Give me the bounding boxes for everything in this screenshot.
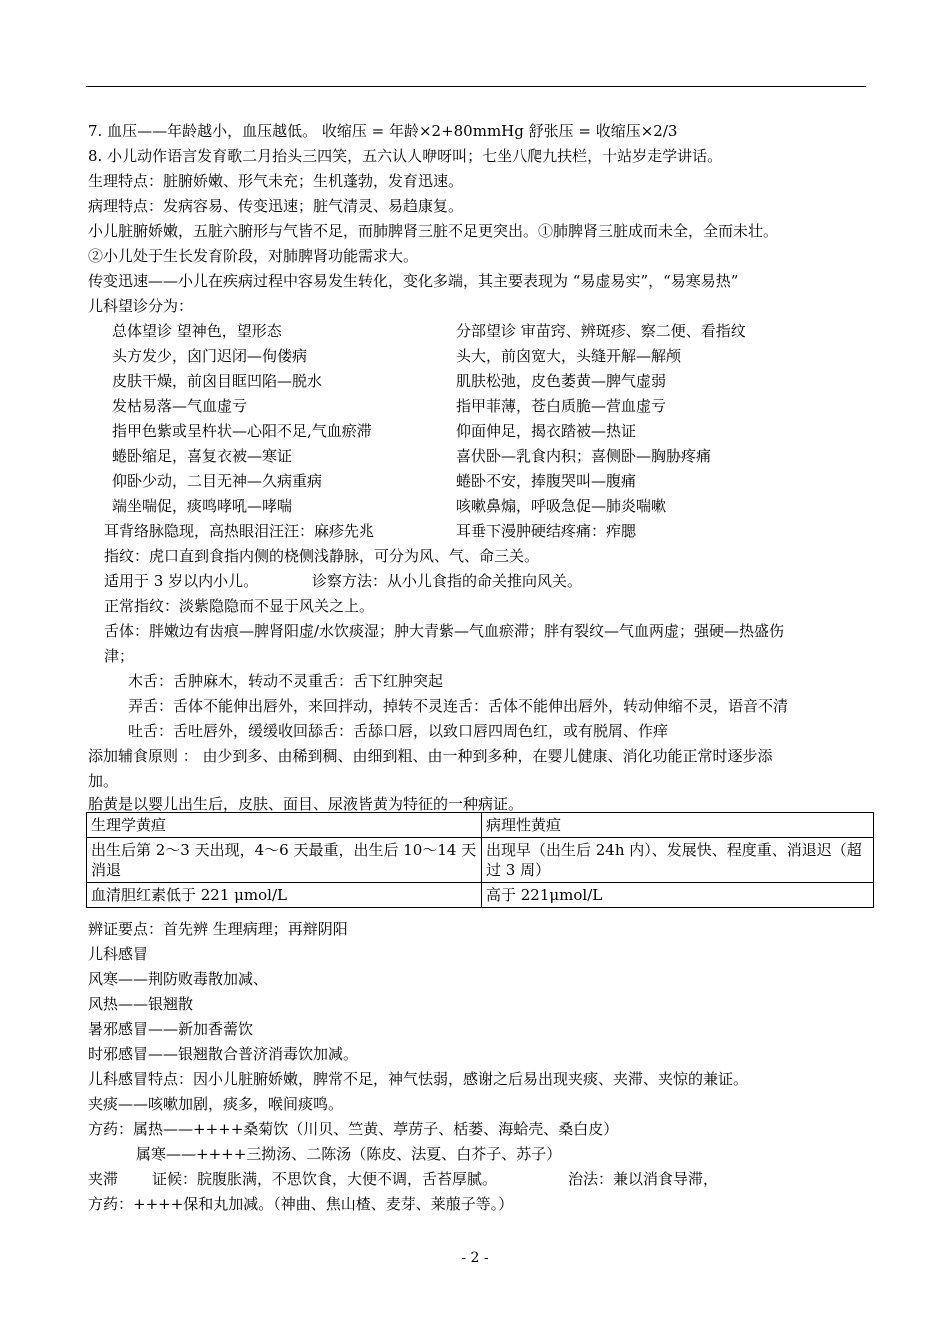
text-line: 正常指纹：淡紫隐隐而不显于风关之上。: [104, 597, 375, 615]
inspection-left: 皮肤干燥，前囟目眶凹陷—脱水: [112, 372, 323, 390]
inspection-right: 咳嗽鼻煽，呼吸急促—肺炎喘嗽: [456, 497, 667, 515]
jaundice-table: [86, 812, 874, 908]
text-line: 7. 血压——年龄越小，血压越低。 收缩压 = 年龄×2+80mmHg 舒张压 = 收缩压×2/3: [88, 122, 678, 140]
text-line: 证候：脘腹胀满，不思饮食，大便不调，舌苔厚腻。: [152, 1170, 498, 1188]
inspection-right: 耳垂下漫肿硬结疼痛：痄腮: [456, 522, 637, 540]
table-header-cell: 生理学黄疸: [87, 813, 482, 838]
text-line: 舌体：胖嫩边有齿痕—脾肾阳虚/水饮痰湿；肿大青紫—气血瘀滞；胖有裂纹—气血两虚；强硬—热盛伤: [104, 622, 785, 640]
table-row: [87, 883, 874, 908]
text-line: 8. 小儿动作语言发育歌二月抬头三四笑，五六认人咿呀叫；七坐八爬九扶栏，十站岁走学讲话。: [88, 147, 723, 165]
inspection-right: 仰面伸足，揭衣踏被—热证: [456, 422, 637, 440]
inspection-left: 总体望诊 望神色，望形态: [112, 322, 282, 340]
text-line: 胎黄是以婴儿出生后，皮肤、面目、尿液皆黄为特征的一种病证。: [88, 795, 524, 813]
table-cell: 血清胆红素低于 221 μmol/L: [87, 883, 482, 908]
text-line: 病理特点：发病容易、传变迅速；脏气清灵、易趋康复。: [88, 197, 464, 215]
table-header-cell: 病理性黄疸: [482, 813, 874, 838]
text-line: 风寒——荆防败毒散加减、: [88, 970, 269, 988]
table-header-row: [87, 813, 874, 838]
inspection-right: 指甲菲薄，苍白质脆—营血虚亏: [456, 397, 667, 415]
header-rule: [86, 86, 866, 87]
table-cell: 出生后第 2～3 天出现，4～6 天最重，出生后 10～14 天消退: [87, 838, 482, 883]
inspection-left: 指甲色紫或呈杵状—心阳不足,气血瘀滞: [112, 422, 372, 440]
text-line: 指纹：虎口直到食指内侧的桡侧浅静脉，可分为风、气、命三关。: [104, 547, 540, 565]
inspection-left: 仰卧少动，二目无神—久病重病: [112, 472, 323, 490]
text-line: 方药：++++保和丸加减。（神曲、焦山楂、麦芽、莱菔子等。）: [88, 1195, 514, 1213]
text-line: 儿科感冒: [88, 945, 149, 963]
inspection-left: 发枯易落—气血虚亏: [112, 397, 248, 415]
inspection-left: 头方发少，囟门迟闭—佝偻病: [112, 347, 308, 365]
inspection-right: 蜷卧不安，捧腹哭叫—腹痛: [456, 472, 637, 490]
page-number: - 2 -: [461, 1250, 489, 1266]
text-line: 儿科望诊分为：: [88, 297, 194, 315]
text-line: 木舌：舌肿麻木，转动不灵重舌：舌下红肿突起: [128, 672, 444, 690]
text-line: 传变迅速——小儿在疾病过程中容易发生转化，变化多端，其主要表现为 “易虚易实”，“易寒易热”: [88, 272, 739, 290]
text-line: 方药：属热——++++桑菊饮（川贝、竺黄、葶苈子、栝蒌、海蛤壳、桑白皮）: [88, 1120, 619, 1138]
inspection-left: 耳背络脉隐现，高热眼泪汪汪：麻疹先兆: [104, 522, 375, 540]
inspection-left: 蜷卧缩足，喜复衣被—寒证: [112, 447, 293, 465]
text-line: 津；: [104, 647, 135, 665]
text-line: 诊察方法：从小儿食指的命关推向风关。: [312, 572, 583, 590]
inspection-right: 喜伏卧—乳食内积；喜侧卧—胸胁疼痛: [456, 447, 712, 465]
text-line: 弄舌：舌体不能伸出唇外，来回拌动，掉转不灵连舌：舌体不能伸出唇外，转动伸缩不灵，语音不清: [128, 697, 789, 715]
text-line: 治法：兼以消食导滞，: [568, 1170, 719, 1188]
text-line: ②小儿处于生长发育阶段，对肺脾肾功能需求大。: [88, 247, 419, 265]
inspection-right: 头大，前囟宽大，头缝开解—解颅: [456, 347, 682, 365]
table-cell: 出现早（出生后 24h 内）、发展快、程度重、消退迟（超过 3 周）: [482, 838, 874, 883]
text-line: 适用于 3 岁以内小儿。: [104, 572, 259, 590]
text-line: 辨证要点：首先辨 生理病理；再辩阴阳: [88, 920, 348, 938]
table-cell: 高于 221μmol/L: [482, 883, 874, 908]
text-line: 吐舌：舌吐唇外，缓缓收回舔舌：舌舔口唇，以致口唇四周色红，或有脱屑、作痒: [128, 722, 669, 740]
text-line: 暑邪感冒——新加香薷饮: [88, 1020, 254, 1038]
text-line: 儿科感冒特点：因小儿脏腑娇嫩，脾常不足，神气怯弱，感谢之后易出现夹痰、夹滞、夹惊的兼证。: [88, 1070, 749, 1088]
text-line: 添加辅食原则 ： 由少到多、由稀到稠、由细到粗、由一种到多种，在婴儿健康、消化功能正常时逐步添: [88, 747, 773, 765]
text-line: 属寒——++++三拗汤、二陈汤（陈皮、法夏、白芥子、苏子）: [136, 1145, 562, 1163]
text-line: 生理特点：脏腑娇嫩、形气未充；生机蓬勃，发育迅速。: [88, 172, 464, 190]
text-line: 夹痰——咳嗽加剧，痰多，喉间痰鸣。: [88, 1095, 344, 1113]
text-line: 时邪感冒——银翘散合普济消毒饮加减。: [88, 1045, 359, 1063]
inspection-left: 端坐喘促，痰鸣哮吼—哮喘: [112, 497, 293, 515]
text-line: 风热——银翘散: [88, 995, 194, 1013]
inspection-right: 肌肤松弛，皮色萎黄—脾气虚弱: [456, 372, 667, 390]
table-row: [87, 838, 874, 883]
inspection-right: 分部望诊 审苗窍、辨斑疹、察二便、看指纹: [456, 322, 746, 340]
text-line: 加。: [88, 772, 119, 790]
text-line: 小儿脏腑娇嫩，五脏六腑形与气皆不足，而肺脾肾三脏不足更突出。①肺脾肾三脏成而未全，全而未壮。: [88, 222, 779, 240]
text-line: 夹滞: [88, 1170, 119, 1188]
